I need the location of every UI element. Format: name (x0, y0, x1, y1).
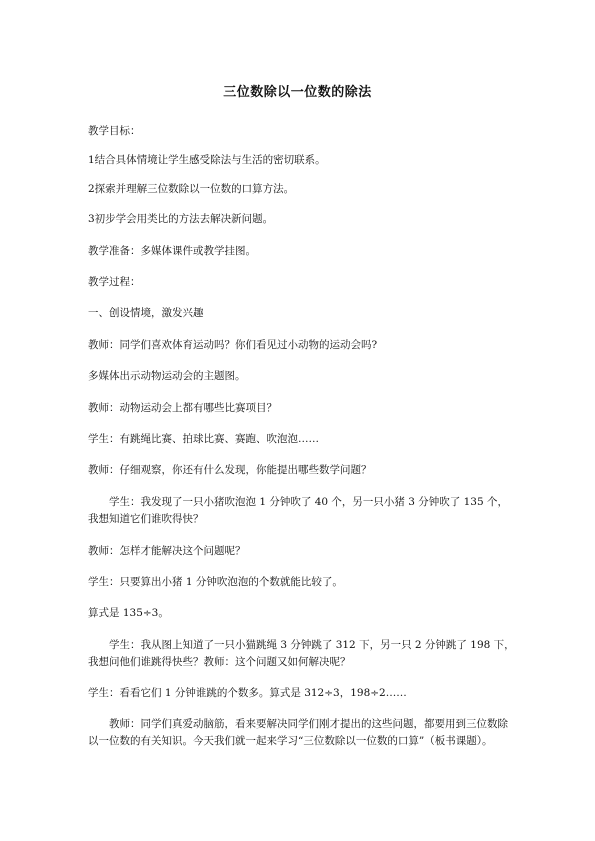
paragraph-objective-3: 3初步学会用类比的方法去解决新问题。 (88, 213, 274, 225)
paragraph-objective-2: 2探索并理解三位数除以一位数的口算方法。 (88, 183, 295, 195)
paragraph-multimedia: 多媒体出示动物运动会的主题图。 (88, 370, 246, 382)
paragraph-teacher-5: 教师：同学们真爱动脑筋，看来要解决同学们刚才提出的这些问题，都要用到三位数除以一位数的有关知识。今天我们就一起来学习“三位数除以一位数的口算”（板书课题）。 (88, 718, 508, 747)
paragraph-section-1: 一、创设情境，激发兴趣 (88, 307, 204, 319)
document-title: 三位数除以一位数的除法 (223, 85, 372, 100)
paragraph-student-5: 学生：看看它们 1 分钟谁跳的个数多。算式是 312÷3，198÷2…… (88, 687, 407, 699)
paragraph-objectives-heading: 教学目标： (88, 125, 141, 137)
paragraph-student-4: 学生：我从图上知道了一只小猫跳绳 3 分钟跳了 312 下，另一只 2 分钟跳了 198 下，我想问他们谁跳得快些？教师：这个问题又如何解决呢？ (88, 639, 515, 668)
paragraph-teacher-3: 教师：仔细观察，你还有什么发现，你能提出哪些数学问题？ (88, 464, 372, 476)
paragraph-preparation: 教学准备：多媒体课件或教学挂图。 (88, 245, 256, 257)
paragraph-process-heading: 教学过程： (88, 276, 141, 288)
paragraph-student-1: 学生：有跳绳比赛、拍球比赛、赛跑、吹泡泡…… (88, 433, 319, 445)
paragraph-teacher-2: 教师：动物运动会上都有哪些比赛项目？ (88, 402, 277, 414)
paragraph-student-3: 学生：只要算出小猪 1 分钟吹泡泡的个数就能比较了。 (88, 576, 343, 588)
paragraph-formula-1: 算式是 135÷3。 (88, 607, 169, 619)
paragraph-teacher-1: 教师：同学们喜欢体育运动吗？你们看见过小动物的运动会吗? (88, 339, 378, 351)
paragraph-student-2: 学生：我发现了一只小猪吹泡泡 1 分钟吹了 40 个，另一只小猪 3 分钟吹了 135 个，我想知道它们谁吹得快？ (88, 496, 508, 525)
paragraph-teacher-4: 教师：怎样才能解决这个问题呢？ (88, 545, 246, 557)
paragraph-objective-1: 1结合具体情境让学生感受除法与生活的密切联系。 (88, 154, 326, 166)
